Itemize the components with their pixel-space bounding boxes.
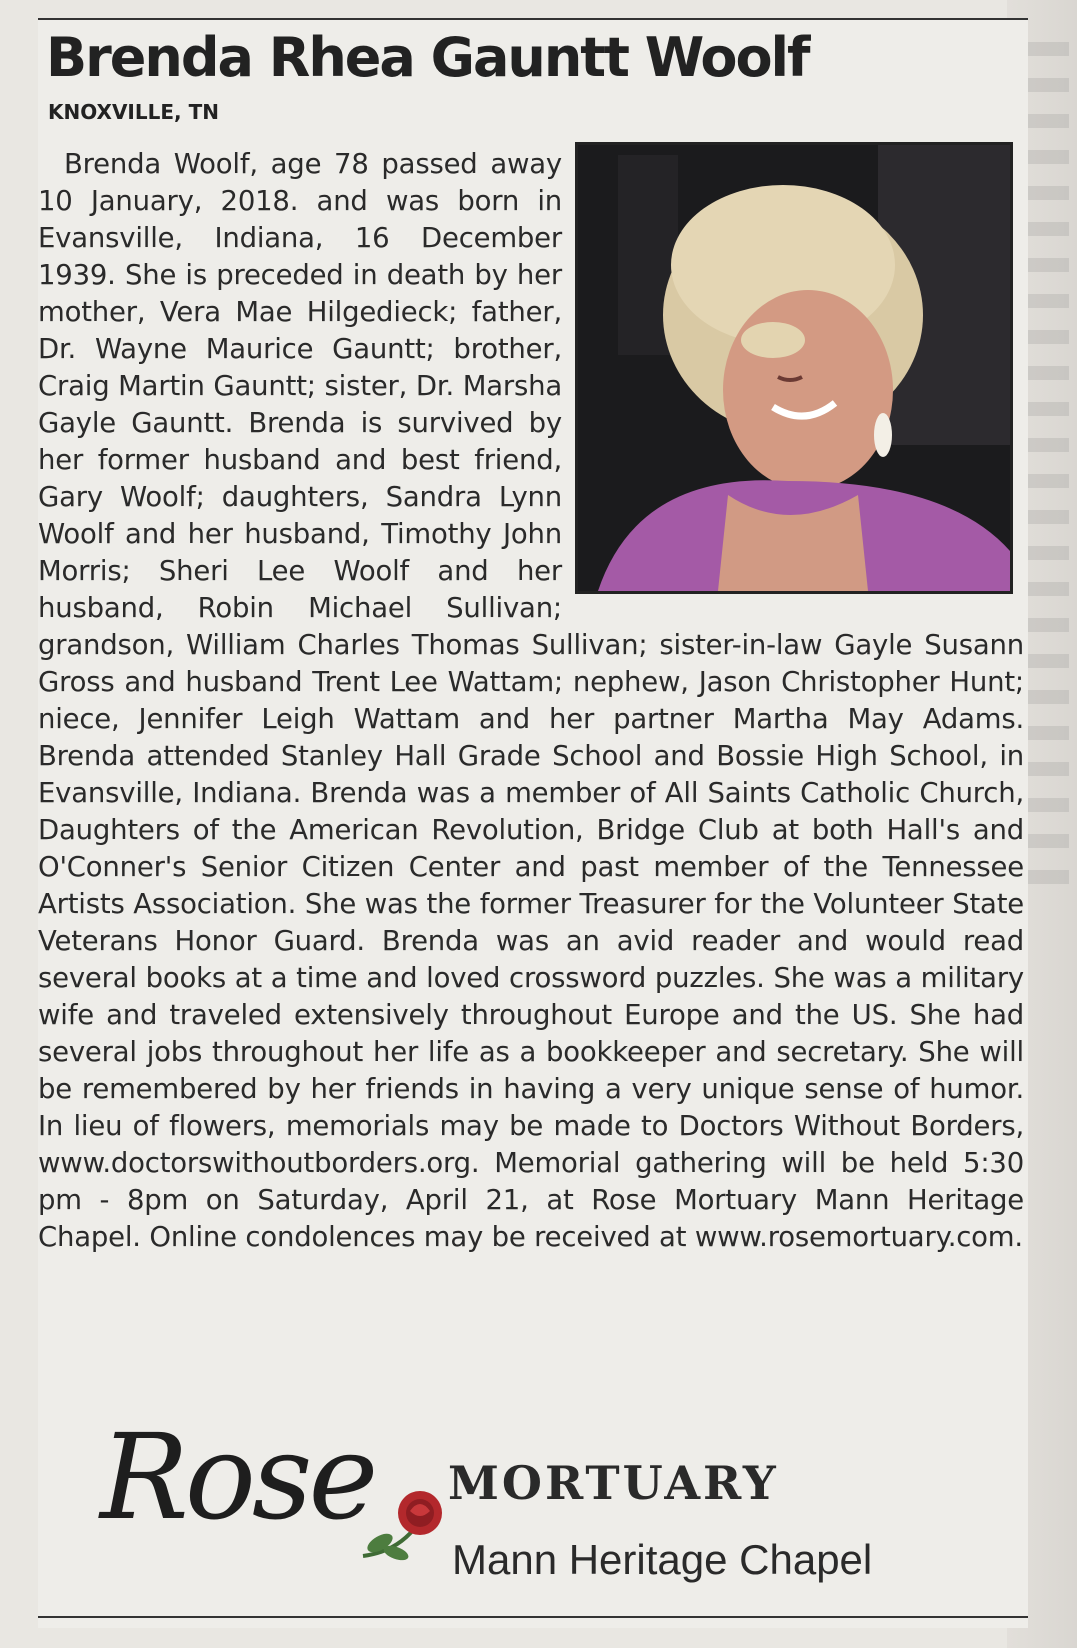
location: KNOXVILLE, TN <box>48 100 219 124</box>
mortuary-wordmark: MORTUARY <box>448 1456 779 1510</box>
photo-wrap-spacer <box>562 146 1024 608</box>
obituary-clipping <box>38 18 1028 1628</box>
deceased-name: Brenda Rhea Gauntt Woolf <box>46 26 809 89</box>
obituary-body-text: Brenda Woolf, age 78 passed away 10 January, 2018. and was born in Evansville, Indiana, 16 December 1939. She is preceded in death by her mother, Vera Mae Hilgedieck; father, Dr. Wayne Maurice Gauntt; brother, Craig Martin Gauntt; sister, Dr. Marsha Gayle Gauntt. Brenda is survived by her former husband and best friend, Gary Woolf; daughters, Sandra Lynn Woolf and her husband, Timothy John Morris; Sheri Lee Woolf and her husband, Robin Michael Sullivan; grandson, William Charles Thomas Sullivan; sister-in-law Gayle Susann Gross and husband Trent Lee Wattam; nephew, Jason Christopher Hunt; niece, Jennifer Leigh Wattam and her partner Martha May Adams. Brenda attended Stanley Hall Grade School and Bossie High School, in Evansville, Indiana. Brenda was a member of All Saints Catholic Church, Daughters of the American Revolution, Bridge Club at both Hall's and O'Conner's Senior Citizen Center and past member of the Tennessee Artists Association. She was the former Treasurer for the Volunteer State Veterans Honor Guard. Brenda was an avid reader and would read several books at a time and loved crossword puzzles. She was a military wife and traveled extensively throughout Europe and the US. She had several jobs throughout her life as a bookkeeper and secretary. She will be remembered by her friends in having a very unique sense of humor. In lieu of flowers, memorials may be made to Doctors Without Borders, www.doctorswithoutborders.org. Memorial gathering will be held 5:30 pm - 8pm on Saturday, April 21, at Rose Mortuary Mann Heritage Chapel. Online condolences may be received at www.rosemortuary.com. <box>38 148 1024 1253</box>
obituary-body <box>38 146 1024 1256</box>
bottom-rule <box>38 1616 1028 1618</box>
rose-flower-icon <box>358 1481 453 1571</box>
chapel-name: Mann Heritage Chapel <box>452 1536 873 1583</box>
top-rule <box>38 18 1028 20</box>
mortuary-logo <box>58 1408 1008 1606</box>
rose-script-word: Rose <box>100 1408 375 1546</box>
